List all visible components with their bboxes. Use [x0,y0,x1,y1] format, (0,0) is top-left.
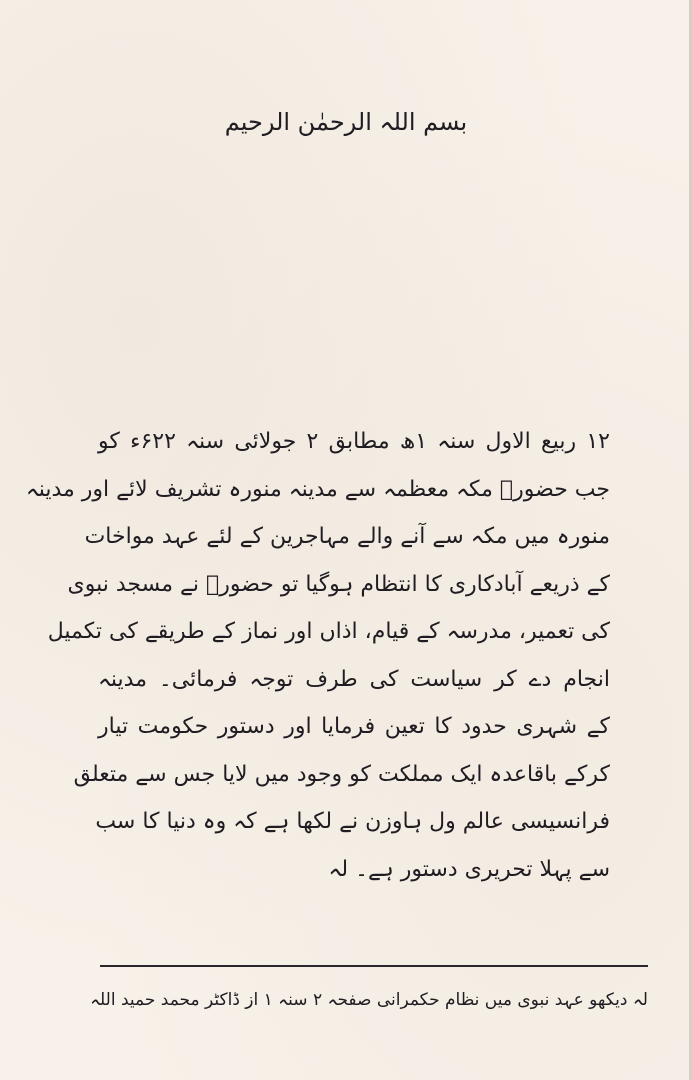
body-line-6: انجام دے کر سیاست کی طرف توجہ فرمائی۔ مدینہ [98,666,610,692]
body-line-3: منورہ میں مکہ سے آنے والے مہاجرین کے لئے عہد مواخات [84,524,610,549]
bismillah-heading: بسم اللہ الرحمٰن الرحیم [224,108,468,136]
body-paragraph [25,418,610,893]
body-line-7: کے شہری حدود کا تعین فرمایا اور دستور حکومت تیار [98,714,610,739]
body-line-2: جب حضورؐ مکہ معظمہ سے مدینہ منورہ تشریف لائے اور مدینہ [25,476,610,502]
body-line-1: ۱۲ ربیع الاول سنہ ۱ھ مطابق ۲ جولائی سنہ ۶۲۲ء کو [98,429,610,454]
body-line-8: کرکے باقاعدہ ایک مملکت کو وجود میں لایا جس سے متعلق [73,761,610,787]
footnote-text: لہ دیکھو عہد نبوی میں نظام حکمرانی صفحہ ۲ سنہ ۱ از ڈاکٹر محمد حمید اللہ [90,990,648,1010]
footnote-divider [100,965,648,967]
body-line-5: کی تعمیر، مدرسہ کے قیام، اذاں اور نماز کے طریقے کی تکمیل [47,619,610,644]
body-line-4: کے ذریعے آبادکاری کا انتظام ہوگیا تو حضورؐ نے مسجد نبوی [67,571,610,597]
body-line-10: سے پہلا تحریری دستور ہے۔ لہ [328,856,610,882]
body-line-9: فرانسیسی عالم ول ہاوزن نے لکھا ہے کہ وہ دنیا کا سب [95,809,610,834]
